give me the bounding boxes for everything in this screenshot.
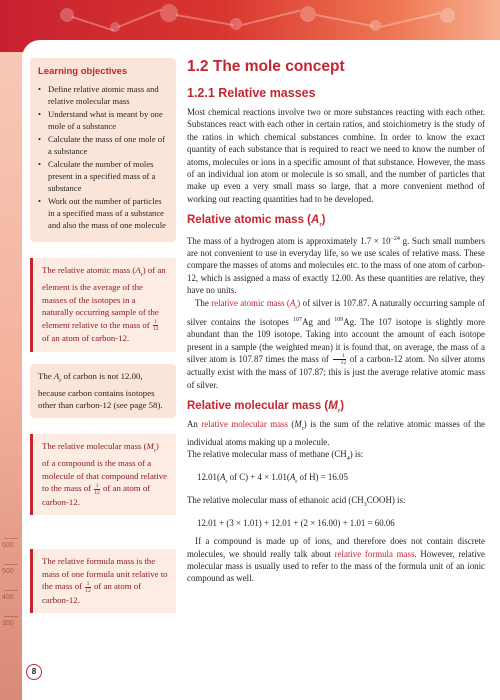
margin-sidebar [30,58,176,613]
key-term: relative formula mass [334,548,415,559]
objective-item: • Calculate the mass of one mole of a substance [38,133,168,157]
scale-tick [4,616,18,617]
heading-relative-molecular-mass: Relative molecular mass $(M_r)$ [187,400,345,415]
equation-ethanoic-acid: 12.01 + (3 × 1.01) + 12.01 + (2 × 16.00) + 1.01 = 60.06 [197,518,395,529]
objective-item: • Define relative atomic mass and relative molecular mass [38,83,168,107]
rmm-paragraph-1: An relative molecular mass $(M_r)$ is the sum of the relative atomic masses of the individual atoms making up a molecule. [187,419,485,447]
bond-decoration [316,14,373,27]
fraction-one-twelfth: $\frac{1}{12}$ [333,353,347,366]
note-carbon-ar: The $A_r$ of carbon is not 12.00, because carbon contains isotopes other than carbon-12 (see page 58). [30,364,176,418]
scale-tick [4,538,18,539]
objective-item: • Work out the number of particles in a specified mass of a substance and also the mass of one molecule [38,195,168,231]
bond-decoration [176,14,233,26]
scale-label: 600 [2,542,14,549]
scale-tick [4,564,18,565]
key-term: relative molecular mass [201,419,288,430]
rmm-paragraph-2: The relative molecular mass of methane $(CH_4)$ is: [187,449,364,462]
main-column [187,58,485,585]
bond-decoration [380,12,441,28]
fraction-one-twelfth: $\frac{1}{12}$ [94,482,100,496]
objectives-list [38,83,168,231]
fraction-one-twelfth: $\frac{1}{12}$ [152,319,159,333]
subsection-title: 1.2.1 Relative masses [187,86,316,100]
scale-label: 400 [2,594,14,601]
ram-paragraph-1: The mass of a hydrogen atom is approximately $1.7 \times 10^{-24}$ g. Such small numbers are not convenient to use in everyday life, so we use scales of relative mass. These compare the masses of atoms and molecules etc. to the mass of one atom of carbon-12, which is assigned a mass of exactly 12.00. As these quantities are relative, they have no units. [187,235,485,296]
scale-tick [4,590,18,591]
definition-relative-atomic-mass: The relative atomic mass $(A_r)$ of an element is the average of the masses of the isotopes in a naturally occurring sample of the element relative to the mass of $\frac{1}{12}$ of an atom of carbon-12. [30,258,176,352]
heading-relative-atomic-mass: Relative atomic mass $(A_r)$ [187,214,326,229]
key-term: relative atomic mass $(A_r)$ [211,297,301,311]
scale-label: 500 [2,568,14,575]
fraction-one-twelfth: $\frac{1}{12}$ [85,580,91,594]
rmm-paragraph-3: The relative molecular mass of ethanoic acid $(CH_3COOH)$ is: [187,495,406,508]
equation-methane: $12.01(A_r$ of $C) + 4 \times 1.01(A_r$ of H) = 16.05 [197,472,348,486]
section-title: 1.2 The mole concept [187,58,345,75]
page-number: 8 [26,664,42,680]
bond-decoration [72,16,114,31]
bond-decoration [242,10,301,26]
learning-objectives-box [30,58,176,242]
scale-label: 300 [2,620,14,627]
rmm-paragraph-4: If a compound is made up of ions, and therefore does not contain discrete molecules, we should really talk about relative formula mass. However, relative molecular mass is usually used to refer to the mass of the formula unit of an ionic compound as well. [187,536,485,584]
molecule-decoration [300,6,316,22]
molecule-decoration [440,8,455,23]
intro-paragraph: Most chemical reactions involve two or more substances reacting with each other. Substances react with each other in certain ratios, and stoichiometry is the study of the ratios in which chemical substances combine. In order to know the exact quantity of each substance that is required to react we need to know the number of atoms, molecules or ions in a specific amount of that substance. However, the mass of an individual ion atom or molecule is so small, and the number of particles that make up even a very small mass so large, that a more convenient method of working out reacting quantities had to be developed. [187,107,485,204]
ram-paragraph-2: The relative atomic mass $(A_r)$ of silver is 107.87. A naturally occurring sample of silver contains the isotopes $^{107}$Ag and $^{109}$Ag. The 107 isotope is slightly more abundant than the 109 isotope. Taking into account the amount of each isotope present in a sample (the weighted mean) it is found that, on average, the mass of a silver atom is 107.87 times the mass of $\frac{1}{12}$ of a carbon-12 atom. No silver atoms actually exist with the mass of 107.87; this is just the average relative atomic mass of silver. [187,297,485,390]
definition-relative-molecular-mass: The relative molecular mass $(M_r)$ of a compound is the mass of a molecule of that compound relative to the mass of $\frac{1}{12}$ of an atom of carbon-12. [30,434,176,515]
definition-relative-formula-mass: The relative formula mass is the mass of one formula unit relative to the mass of $\frac{1}{12}$ of an atom of carbon-12. [30,549,176,613]
learning-objectives-title: Learning objectives [38,66,128,77]
objective-item: • Understand what is meant by one mole of a substance [38,108,168,132]
objective-item: • Calculate the number of moles present in a specified mass of a substance [38,158,168,194]
bond-decoration [118,9,161,28]
